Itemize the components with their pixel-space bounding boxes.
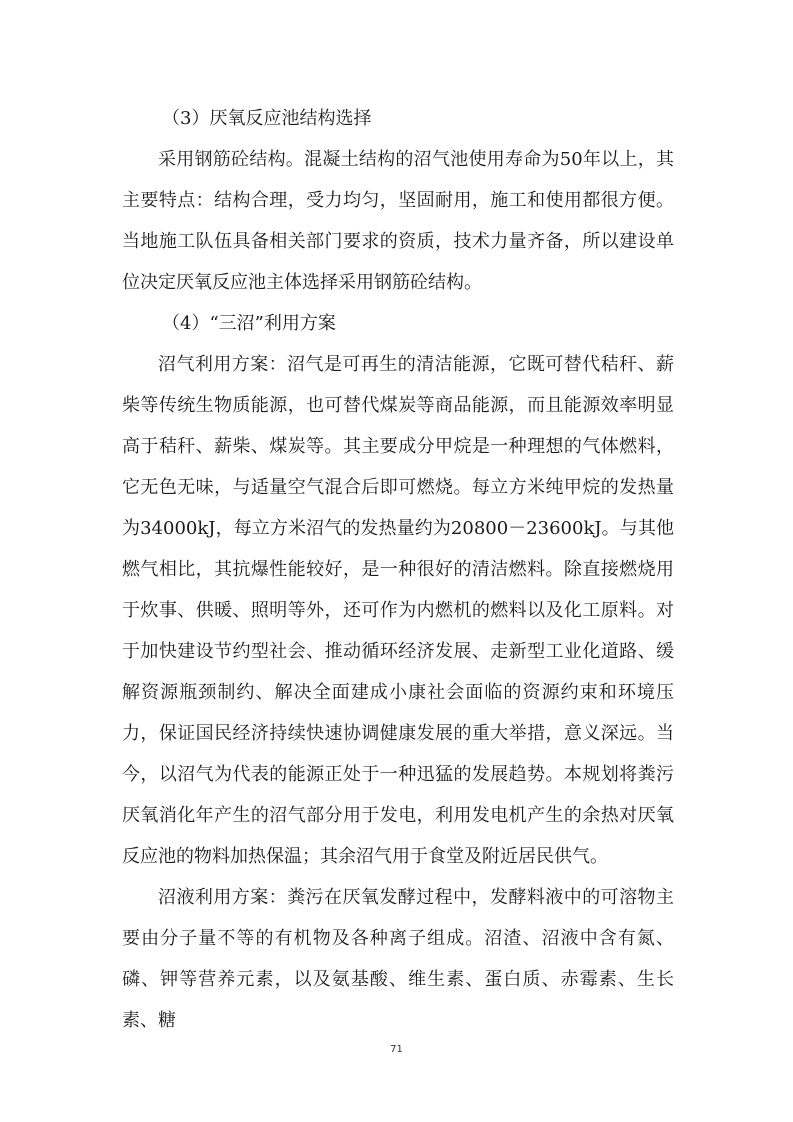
page-content — [122, 98, 674, 1041]
paragraph-slurry-utilization: 沼液利用方案：粪污在厌氧发酵过程中，发酵料液中的可溶物主要由分子量不等的有机物及各种离子组成。沼渣、沼液中含有氮、磷、钾等营养元素，以及氨基酸、维生素、蛋白质、赤霉素、生长素、糖 — [122, 887, 674, 1031]
page-number: 71 — [390, 1044, 403, 1055]
section-heading-three-biogas: （4）“三沼”利用方案 — [162, 313, 336, 334]
section-heading-structure: （3）厌氧反应池结构选择 — [162, 108, 372, 129]
paragraph-structure-selection: 采用钢筋砼结构。混凝土结构的沼气池使用寿命为50年以上，其主要特点：结构合理，受力均匀，坚固耐用，施工和使用都很方便。当地施工队伍具备相关部门要求的资质，技术力量齐备，所以建设单位决定厌氧反应池主体选择采用钢筋砼结构。 — [122, 149, 674, 293]
paragraph-biogas-utilization: 沼气利用方案：沼气是可再生的清洁能源，它既可替代秸秆、薪柴等传统生物质能源，也可替代煤炭等商品能源，而且能源效率明显高于秸秆、薪柴、煤炭等。其主要成分甲烷是一种理想的气体燃料，它无色无味，与适量空气混合后即可燃烧。每立方米纯甲烷的发热量为34000kJ，每立方米沼气的发热量约为20800－23600kJ。与其他燃气相比，其抗爆性能较好，是一种很好的清洁燃料。除直接燃烧用于炊事、供暖、照明等外，还可作为内燃机的燃料以及化工原料。对于加快建设节约型社会、推动循环经济发展、走新型工业化道路、缓解资源瓶颈制约、解决全面建成小康社会面临的资源约束和环境压力，保证国民经济持续快速协调健康发展的重大举措，意义深远。当今，以沼气为代表的能源正处于一种迅猛的发展趋势。本规划将粪污厌氧消化年产生的沼气部分用于发电，利用发电机产生的余热对厌氧反应池的物料加热保温；其余沼气用于食堂及附近居民供气。 — [122, 354, 674, 867]
